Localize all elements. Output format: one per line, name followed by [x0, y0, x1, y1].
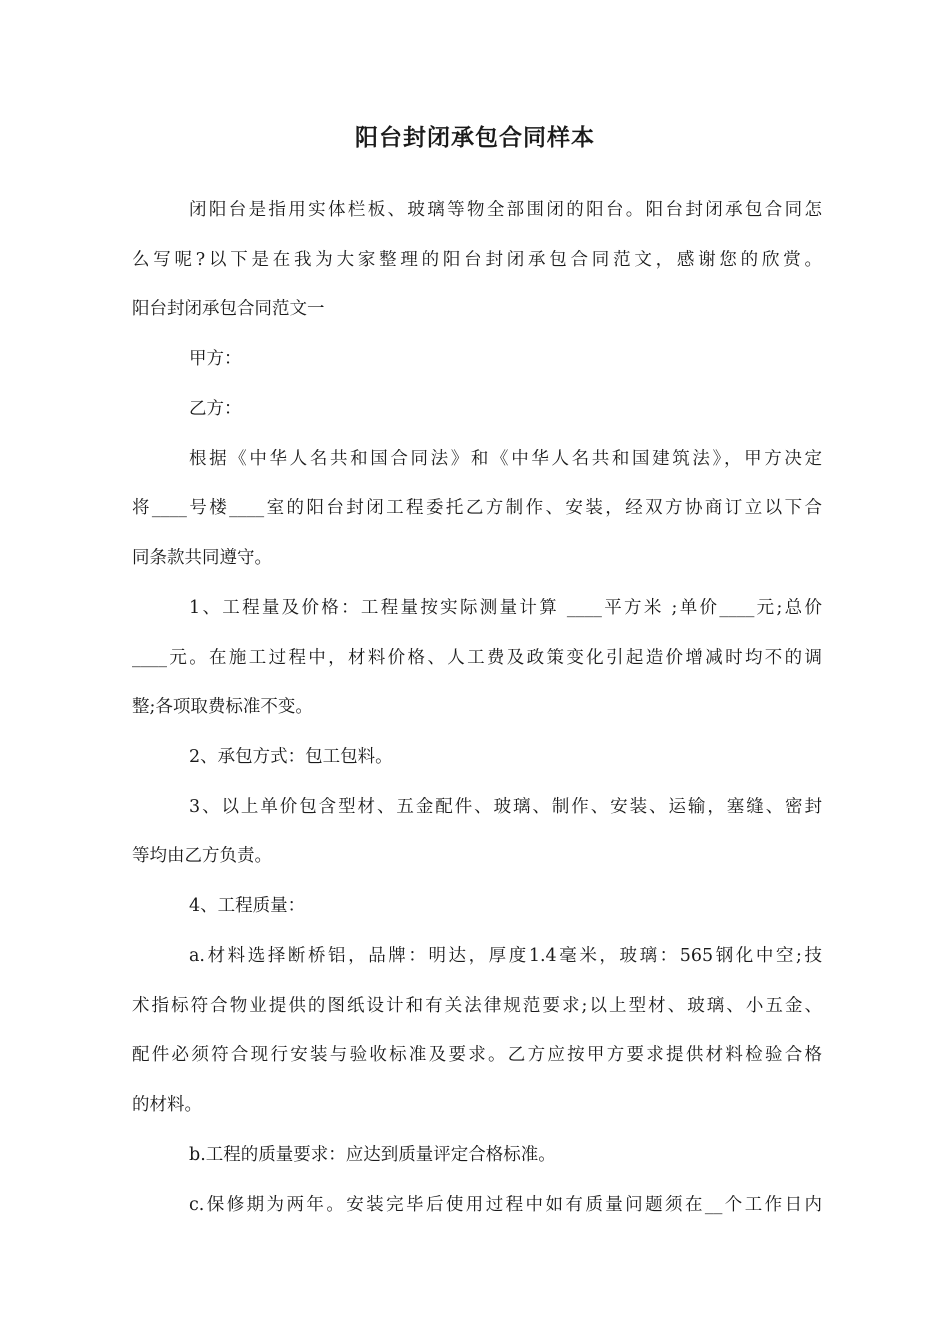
clause-line: a.材料选择断桥铝，品牌：明达，厚度1.4毫米，玻璃：565钢化中空;技	[189, 946, 822, 966]
clause-line: 整;各项取费标准不变。	[132, 697, 313, 717]
clause-line: b.工程的质量要求：应达到质量评定合格标准。	[189, 1145, 556, 1165]
party-a-label: 甲方：	[189, 349, 242, 369]
clause-line: 术指标符合物业提供的图纸设计和有关法律规范要求;以上型材、玻璃、小五金、	[132, 996, 822, 1016]
paragraph-line: 么写呢?以下是在我为大家整理的阳台封闭承包合同范文，感谢您的欣赏。	[132, 250, 822, 270]
clause-line: ____元。在施工过程中，材料价格、人工费及政策变化引起造价增减时均不的调	[132, 648, 822, 668]
clause-line: 配件必须符合现行安装与验收标准及要求。乙方应按甲方要求提供材料检验合格	[132, 1045, 822, 1065]
paragraph-line: 根据《中华人名共和国合同法》和《中华人名共和国建筑法》，甲方决定	[189, 449, 822, 469]
clause-line: 4、工程质量：	[189, 896, 306, 916]
clause-line: 的材料。	[132, 1095, 202, 1115]
paragraph-line: 闭阳台是指用实体栏板、玻璃等物全部围闭的阳台。阳台封闭承包合同怎	[189, 200, 822, 220]
clause-line: 2、承包方式：包工包料。	[189, 747, 393, 767]
party-b-label: 乙方：	[189, 399, 242, 419]
document-title: 阳台封闭承包合同样本	[355, 125, 595, 151]
section-heading: 阳台封闭承包合同范文一	[132, 299, 325, 319]
clause-line: c.保修期为两年。安装完毕后使用过程中如有质量问题须在__个工作日内	[189, 1195, 822, 1215]
clause-line: 等均由乙方负责。	[132, 846, 272, 866]
clause-line: 3、以上单价包含型材、五金配件、玻璃、制作、安装、运输，塞缝、密封	[189, 797, 822, 817]
paragraph-line: 同条款共同遵守。	[132, 548, 272, 568]
paragraph-line: 将____号楼____室的阳台封闭工程委托乙方制作、安装，经双方协商订立以下合	[132, 498, 822, 518]
clause-line: 1、工程量及价格：工程量按实际测量计算 ____平方米 ;单价____元;总价	[189, 598, 822, 618]
